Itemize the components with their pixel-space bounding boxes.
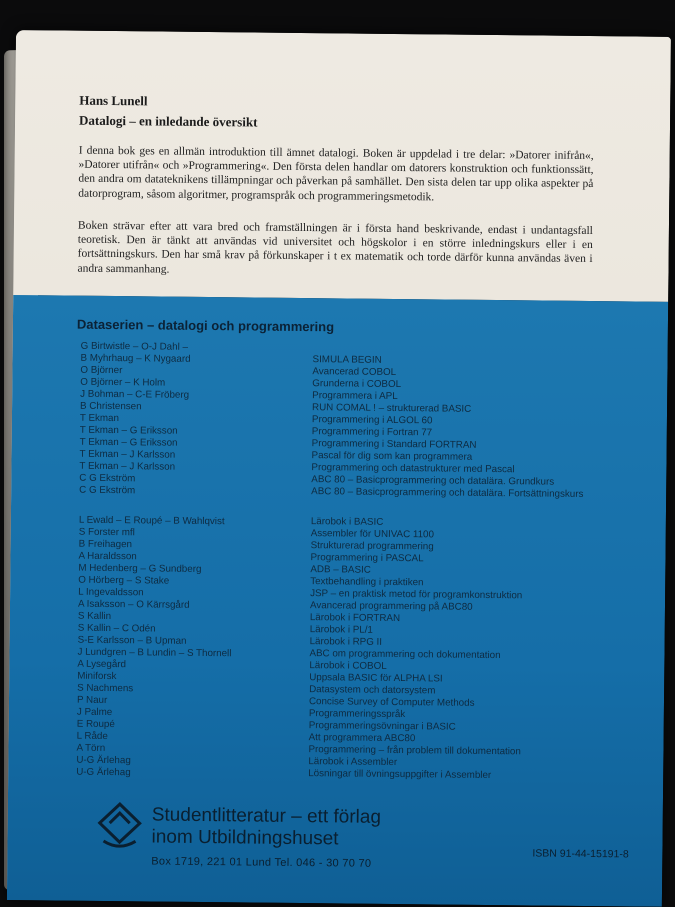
series-title: Dataserien – datalogi och programmering (76, 316, 335, 335)
series-title-entry: ABC om programmering och dokumentation (309, 648, 501, 662)
series-title-entry: Programmeringsspråk (308, 708, 406, 721)
book-title: Datalogi – en inledande översikt (78, 112, 258, 130)
series-title-entry: Uppsala BASIC för ALPHA LSI (309, 672, 443, 685)
series-title-entry: Lärobok i PL/1 (309, 624, 373, 636)
series-author-entry: T Ekman – J Karlsson (79, 448, 176, 461)
series-author-entry: E Roupé (76, 718, 115, 731)
series-author-entry: T Ekman – G Eriksson (79, 436, 178, 449)
series-author-entry: A Lysegård (77, 658, 127, 671)
series-title-entry: Lösningar till övningsuppgifter i Assembler (308, 768, 492, 782)
description-paragraph-1: I denna bok ges en allmän introduktion till ämnet datalogi. Boken är uppdelad i tre delar: »Datorer inifrån«, »Datorer utifrån« och »Programmering«. Den första delen handlar om datorers konstruktion och funktionssätt, den andra om datateknikens tillämpningar och påverkan på samhället. Den sista delen tar upp olika aspekter på datorprogram, såsom algoritmer, programspråk och programmeringsmetodik. (78, 144, 594, 203)
series-author-entry: J Palme (76, 706, 113, 719)
series-author-entry: S-E Karlsson – B Upman (77, 634, 187, 647)
series-author-entry: S Nachmens (77, 682, 134, 695)
series-author-entry: A Isaksson – O Kärrsgård (77, 598, 190, 611)
series-author-entry: P Naur (76, 694, 108, 706)
series-title-entry: Programmering i Fortran 77 (311, 426, 433, 439)
series-author-entry: O Hörberg – S Stake (78, 574, 170, 587)
series-title-entry: ADB – BASIC (310, 564, 371, 576)
series-author-entry: A Törn (76, 742, 106, 754)
publisher-name: Studentlitteratur – ett förlag (151, 804, 382, 828)
series-title-entry: RUN COMAL ! – strukturerad BASIC (312, 402, 472, 415)
series-author-entry: T Ekman – J Karlsson (79, 460, 176, 473)
publisher-subtitle: inom Utbildningshuset (151, 826, 339, 850)
cover-upper-panel (13, 30, 671, 302)
series-title-entry: Assembler för UNIVAC 1100 (310, 528, 435, 541)
series-title-entry: Programmera i APL (312, 390, 398, 403)
series-author-entry: S Forster mfl (78, 526, 135, 539)
series-title-entry: Att programmera ABC80 (308, 732, 416, 745)
book-back-cover (7, 30, 671, 907)
series-title-entry: Programmering och datastrukturer med Pascal (311, 462, 515, 476)
series-title-entry: Textbehandling i praktiken (310, 576, 424, 589)
list-spacer (79, 497, 233, 517)
series-author-entry: B Myhrhaug – K Nygaard (80, 352, 191, 365)
series-title-entry: Programmering i PASCAL (310, 552, 424, 565)
series-title-entry: Lärobok i COBOL (309, 660, 387, 672)
series-author-entry: S Kallin – C Odén (77, 622, 156, 635)
series-title-entry: ABC 80 – Basicprogrammering och datalära. Grundkurs (311, 474, 555, 488)
series-author-entry: S Kallin (77, 610, 112, 623)
series-author-entry: L Ingevaldsson (78, 586, 144, 599)
series-author-entry: Miniforsk (77, 670, 117, 683)
series-title-entry: Grunderna i COBOL (312, 378, 402, 391)
series-title-entry: JSP – en praktisk metod för programkonstruktion (310, 588, 523, 602)
series-titles-list (308, 354, 585, 783)
series-title-entry: Avancerad programmering på ABC80 (309, 600, 473, 613)
series-author-entry: L Ewald – E Roupé – B Wahlqvist (78, 514, 225, 528)
studentlitteratur-logo-icon (95, 801, 144, 853)
series-author-entry: U-G Ärlehag (76, 754, 131, 767)
series-title-entry: Avancerad COBOL (312, 366, 397, 378)
series-author-entry: L Råde (76, 730, 108, 743)
series-author-entry: T Ekman – G Eriksson (79, 424, 178, 437)
series-author-entry: T Ekman (79, 412, 120, 425)
series-author-entry: B Freihagen (78, 538, 133, 551)
series-author-entry: B Christensen (80, 400, 142, 413)
isbn: ISBN 91-44-15191-8 (532, 847, 629, 861)
series-title-entry: Lärobok i FORTRAN (309, 612, 401, 625)
series-title-entry: Lärobok i BASIC (310, 516, 384, 528)
author-name: Hans Lunell (79, 92, 148, 109)
series-author-entry: O Björner – K Holm (80, 376, 166, 389)
series-title-entry: Concise Survey of Computer Methods (308, 696, 475, 709)
series-author-entry: G Birtwistle – O-J Dahl – (80, 340, 188, 353)
series-author-entry: A Haraldsson (78, 550, 137, 563)
series-title-entry: ABC 80 – Basicprogrammering och datalära. Fortsättningskurs (311, 486, 584, 500)
series-title-entry: Programmering – från problem till dokumentation (308, 744, 521, 758)
series-title-entry: Strukturerad programmering (310, 540, 434, 553)
series-title-entry: Pascal för dig som kan programmera (311, 450, 473, 463)
series-author-entry: M Hedenberg – G Sundberg (78, 562, 202, 575)
series-author-entry: O Björner (80, 364, 123, 377)
series-title-entry: Lärobok i Assembler (308, 756, 398, 769)
series-title-entry: SIMULA BEGIN (312, 354, 382, 366)
series-authors-list (76, 341, 235, 781)
series-title-entry: Datasystem och datorsystem (309, 684, 436, 697)
description-paragraph-2: Boken strävar efter att vara bred och framställningen är i första hand beskrivande, endast i undantagsfall teoretisk. Den är tänkt att användas vid universitet och högskolor i en större inledningskurs eller i en fortsättningskurs. Den har små krav på förkunskaper i t ex matematik och torde därför kunna användas även i andra sammanhang. (77, 219, 593, 276)
series-title-entry: Lärobok i RPG II (309, 636, 383, 648)
series-author-entry: J Lundgren – B Lundin – S Thornell (77, 646, 232, 660)
series-author-entry: C G Ekström (79, 472, 136, 485)
series-title-entry: Programmeringsövningar i BASIC (308, 720, 456, 733)
series-title-entry: Programmering i Standard FORTRAN (311, 438, 477, 451)
series-title-entry: Programmering i ALGOL 60 (311, 414, 433, 427)
series-author-entry: C G Ekström (79, 484, 136, 497)
publisher-address: Box 1719, 221 01 Lund Tel. 046 - 30 70 70 (151, 855, 372, 870)
series-author-entry: J Bohman – C-E Fröberg (80, 388, 190, 401)
series-author-entry: U-G Ärlehag (76, 766, 131, 779)
